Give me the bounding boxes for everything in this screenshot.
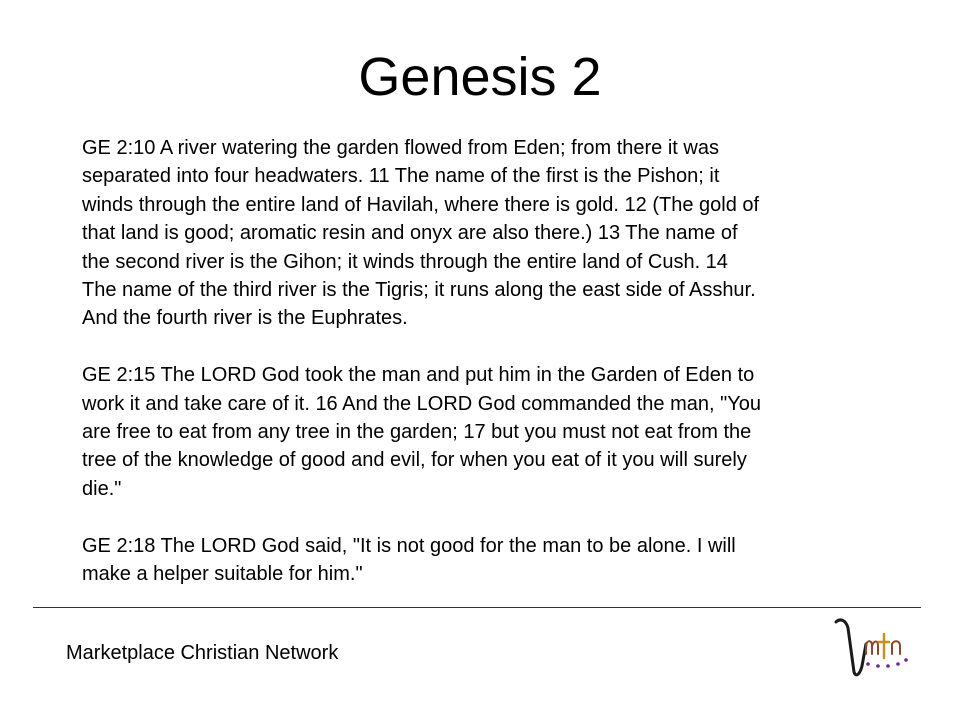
logo-dot xyxy=(876,664,880,668)
footer-divider xyxy=(33,607,921,608)
text-line: work it and take care of it. 16 And the LORD God commanded the man, "You xyxy=(82,392,761,415)
logo-dot xyxy=(904,658,908,662)
text-line: are free to eat from any tree in the garden; 17 but you must not eat from the xyxy=(82,421,752,444)
text-line: that land is good; aromatic resin and onyx are also there.) 13 The name of xyxy=(82,222,738,245)
passage-gen-2-15 xyxy=(82,361,912,503)
text-line: tree of the knowledge of good and evil, for when you eat of it you will surely xyxy=(82,449,747,472)
text-line: make a helper suitable for him." xyxy=(82,563,363,586)
logo-dot xyxy=(886,664,890,668)
slide-title: Genesis 2 xyxy=(358,47,602,107)
text-line: GE 2:18 The LORD God said, "It is not good for the man to be alone. I will xyxy=(82,534,736,557)
text-line: separated into four headwaters. 11 The name of the first is the Pishon; it xyxy=(82,165,720,188)
paragraph-spacer xyxy=(82,503,912,531)
footer-organization: Marketplace Christian Network xyxy=(66,642,339,664)
mcn-cross-logo-icon xyxy=(830,614,910,682)
text-line: winds through the entire land of Havilah, where there is gold. 12 (The gold of xyxy=(82,193,760,216)
logo-letter-n xyxy=(892,641,900,654)
passage-gen-2-10 xyxy=(82,134,912,333)
logo-cross xyxy=(879,634,889,658)
paragraph-spacer xyxy=(82,333,912,361)
passage-gen-2-18 xyxy=(82,532,912,589)
text-line: GE 2:15 The LORD God took the man and put him in the Garden of Eden to xyxy=(82,364,755,387)
scripture-body xyxy=(82,134,912,588)
logo-letter-m xyxy=(866,641,878,654)
logo-swoosh xyxy=(836,620,866,675)
text-line: The name of the third river is the Tigris; it runs along the east side of Asshur. xyxy=(82,279,756,302)
text-line: GE 2:10 A river watering the garden flowed from Eden; from there it was xyxy=(82,137,719,159)
logo-dot xyxy=(866,662,870,666)
text-line: die." xyxy=(82,477,122,500)
text-line: And the fourth river is the Euphrates. xyxy=(82,307,408,330)
text-line: the second river is the Gihon; it winds through the entire land of Cush. 14 xyxy=(82,250,728,273)
logo-dot xyxy=(896,662,900,666)
